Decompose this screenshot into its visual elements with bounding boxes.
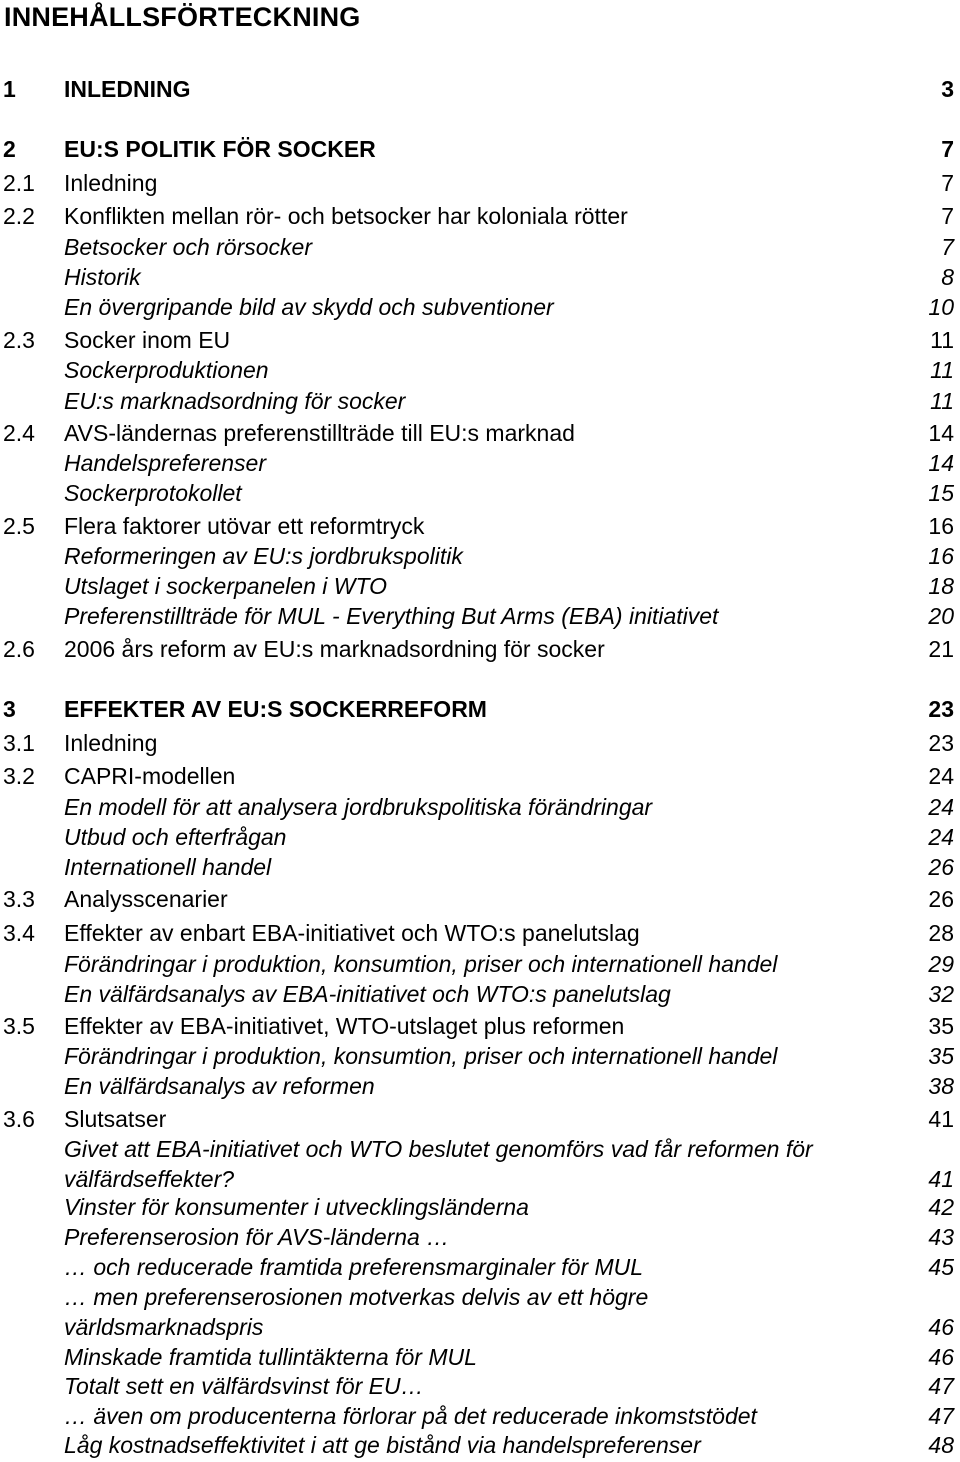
page-number: 11 <box>930 327 954 353</box>
section-title: Inledning <box>64 730 158 756</box>
section-title: Inledning <box>64 170 158 196</box>
page-number: 26 <box>928 886 954 912</box>
toc-subsection[interactable] <box>0 1371 960 1401</box>
subsection-title: Minskade framtida tullintäkterna för MUL <box>64 1344 477 1370</box>
toc-chapter-1[interactable] <box>0 74 960 104</box>
page-number: 23 <box>928 730 954 756</box>
section-number: 3.1 <box>3 730 35 756</box>
subsection-title: En övergripande bild av skydd och subventioner <box>64 294 554 320</box>
section-number: 3.3 <box>3 886 35 912</box>
page-number: 32 <box>928 981 954 1007</box>
toc-section-2-5[interactable] <box>0 511 960 541</box>
toc-subsection[interactable] <box>0 601 960 631</box>
subsection-title: … men preferenserosionen motverkas delvis av ett högre <box>64 1284 649 1310</box>
page-number: 45 <box>928 1254 954 1280</box>
subsection-title: Totalt sett en välfärdsvinst för EU… <box>64 1373 424 1399</box>
toc-subsection[interactable] <box>0 478 960 508</box>
page-number: 21 <box>928 636 954 662</box>
toc-subsection[interactable] <box>0 262 960 292</box>
section-number: 3.4 <box>3 920 35 946</box>
page-title: INNEHÅLLSFÖRTECKNING <box>4 2 361 32</box>
page-number: 46 <box>928 1314 954 1340</box>
toc-section-2-3[interactable] <box>0 325 960 355</box>
subsection-title: Utbud och efterfrågan <box>64 824 287 850</box>
subsection-title: världsmarknadspris <box>64 1314 264 1340</box>
subsection-title: Betsocker och rörsocker <box>64 234 312 260</box>
section-title: Analysscenarier <box>64 886 228 912</box>
subsection-title: Givet att EBA-initiativet och WTO beslutet genomförs vad får reformen för <box>64 1136 813 1162</box>
page-number: 14 <box>928 450 954 476</box>
section-title: Flera faktorer utövar ett reformtryck <box>64 513 425 539</box>
toc-subsection[interactable] <box>0 1071 960 1101</box>
page-number: 16 <box>928 543 954 569</box>
toc-subsection[interactable] <box>0 792 960 822</box>
subsection-title: Förändringar i produktion, konsumtion, priser och internationell handel <box>64 951 778 977</box>
toc-subsection[interactable] <box>0 355 960 385</box>
page-number: 35 <box>928 1043 954 1069</box>
toc-subsection[interactable] <box>0 1252 960 1282</box>
toc-section-3-1[interactable] <box>0 728 960 758</box>
page-number: 35 <box>928 1013 954 1039</box>
page-number: 38 <box>928 1073 954 1099</box>
toc-subsection[interactable] <box>0 571 960 601</box>
subsection-title: En modell för att analysera jordbrukspolitiska förändringar <box>64 794 653 820</box>
page-number: 7 <box>941 136 954 162</box>
toc-subsection[interactable] <box>0 1041 960 1071</box>
section-number: 2.1 <box>3 170 35 196</box>
section-title: AVS-ländernas preferenstillträde till EU:s marknad <box>64 420 575 446</box>
toc-chapter-2[interactable] <box>0 134 960 164</box>
page-number: 29 <box>928 951 954 977</box>
subsection-title: Förändringar i produktion, konsumtion, priser och internationell handel <box>64 1043 778 1069</box>
page-number: 7 <box>941 203 954 229</box>
toc-section-2-1[interactable] <box>0 168 960 198</box>
section-number: 2.5 <box>3 513 35 539</box>
toc-subsection[interactable] <box>0 1134 960 1164</box>
section-number: 3.5 <box>3 1013 35 1039</box>
page-number: 16 <box>928 513 954 539</box>
page-number: 41 <box>928 1106 954 1132</box>
section-number: 3.6 <box>3 1106 35 1132</box>
page-number: 24 <box>928 824 954 850</box>
section-title: Slutsatser <box>64 1106 167 1132</box>
page-number: 7 <box>941 170 954 196</box>
page-number: 10 <box>928 294 954 320</box>
section-title: Effekter av enbart EBA-initiativet och WTO:s panelutslag <box>64 920 640 946</box>
toc-section-3-6[interactable] <box>0 1104 960 1134</box>
toc-subsection[interactable] <box>0 1430 960 1460</box>
toc-section-2-6[interactable] <box>0 634 960 664</box>
subsection-title: Sockerproduktionen <box>64 357 269 383</box>
toc-subsection[interactable] <box>0 232 960 262</box>
page-number: 43 <box>928 1224 954 1250</box>
chapter-number: 2 <box>3 136 16 162</box>
subsection-title: Vinster för konsumenter i utvecklingsländerna <box>64 1194 529 1220</box>
chapter-title: EFFEKTER AV EU:S SOCKERREFORM <box>64 696 487 722</box>
section-title: Socker inom EU <box>64 327 231 353</box>
page-number: 15 <box>928 480 954 506</box>
page-number: 47 <box>928 1403 954 1429</box>
toc-subsection[interactable] <box>0 949 960 979</box>
page-number: 8 <box>941 264 954 290</box>
toc-subsection[interactable] <box>0 822 960 852</box>
section-title: 2006 års reform av EU:s marknadsordning för socker <box>64 636 605 662</box>
toc-subsection[interactable] <box>0 292 960 322</box>
subsection-title: EU:s marknadsordning för socker <box>64 388 406 414</box>
toc-subsection[interactable] <box>0 979 960 1009</box>
toc-subsection[interactable] <box>0 1312 960 1342</box>
section-title: CAPRI-modellen <box>64 763 236 789</box>
subsection-title: En välfärdsanalys av EBA-initiativet och WTO:s panelutslag <box>64 981 671 1007</box>
page-number: 11 <box>930 357 954 383</box>
chapter-title: EU:S POLITIK FÖR SOCKER <box>64 136 376 162</box>
subsection-title: … även om producenterna förlorar på det reducerade inkomststödet <box>64 1403 757 1429</box>
page-number: 47 <box>928 1373 954 1399</box>
toc-subsection[interactable] <box>0 1222 960 1252</box>
toc-subsection[interactable] <box>0 448 960 478</box>
page-number: 23 <box>928 696 954 722</box>
page-number: 3 <box>941 76 954 102</box>
subsection-title: Internationell handel <box>64 854 272 880</box>
page-number: 26 <box>928 854 954 880</box>
subsection-title: … och reducerade framtida preferensmarginaler för MUL <box>64 1254 644 1280</box>
subsection-title: Reformeringen av EU:s jordbrukspolitik <box>64 543 463 569</box>
toc-subsection[interactable] <box>0 386 960 416</box>
toc-subsection[interactable] <box>0 1192 960 1222</box>
toc-section-3-2[interactable] <box>0 761 960 791</box>
section-title: Konflikten mellan rör- och betsocker har koloniala rötter <box>64 203 628 229</box>
subsection-title: Historik <box>64 264 141 290</box>
toc-subsection[interactable] <box>0 1342 960 1372</box>
section-number: 2.2 <box>3 203 35 229</box>
page-number: 41 <box>928 1166 954 1192</box>
toc-subsection[interactable] <box>0 852 960 882</box>
toc-section-2-4[interactable] <box>0 418 960 448</box>
chapter-title: INLEDNING <box>64 76 191 102</box>
toc-section-2-2[interactable] <box>0 201 960 231</box>
chapter-number: 3 <box>3 696 16 722</box>
toc-section-3-3[interactable] <box>0 884 960 914</box>
section-number: 2.4 <box>3 420 35 446</box>
subsection-title: välfärdseffekter? <box>64 1166 235 1192</box>
toc-subsection[interactable] <box>0 1401 960 1431</box>
section-title: Effekter av EBA-initiativet, WTO-utslaget plus reformen <box>64 1013 625 1039</box>
toc-section-3-5[interactable] <box>0 1011 960 1041</box>
section-number: 2.6 <box>3 636 35 662</box>
subsection-title: En välfärdsanalys av reformen <box>64 1073 375 1099</box>
page-number: 42 <box>928 1194 954 1220</box>
page-number: 28 <box>928 920 954 946</box>
toc-subsection[interactable] <box>0 541 960 571</box>
page-number: 24 <box>928 794 954 820</box>
subsection-title: Sockerprotokollet <box>64 480 242 506</box>
page-number: 11 <box>930 388 954 414</box>
toc-subsection[interactable] <box>0 1282 960 1312</box>
toc-section-3-4[interactable] <box>0 918 960 948</box>
page-number: 18 <box>928 573 954 599</box>
subsection-title: Utslaget i sockerpanelen i WTO <box>64 573 387 599</box>
page-number: 14 <box>928 420 954 446</box>
chapter-number: 1 <box>3 76 16 102</box>
subsection-title: Preferenserosion för AVS-länderna … <box>64 1224 450 1250</box>
subsection-title: Låg kostnadseffektivitet i att ge bistånd via handelspreferenser <box>64 1432 701 1458</box>
toc-subsection[interactable] <box>0 1164 960 1194</box>
page-number: 7 <box>941 234 954 260</box>
toc-chapter-3[interactable] <box>0 694 960 724</box>
page-number: 46 <box>928 1344 954 1370</box>
page-number: 48 <box>928 1432 954 1458</box>
section-number: 3.2 <box>3 763 35 789</box>
subsection-title: Handelspreferenser <box>64 450 267 476</box>
page-number: 20 <box>928 603 954 629</box>
subsection-title: Preferenstillträde för MUL - Everything But Arms (EBA) initiativet <box>64 603 719 629</box>
page-number: 24 <box>928 763 954 789</box>
section-number: 2.3 <box>3 327 35 353</box>
